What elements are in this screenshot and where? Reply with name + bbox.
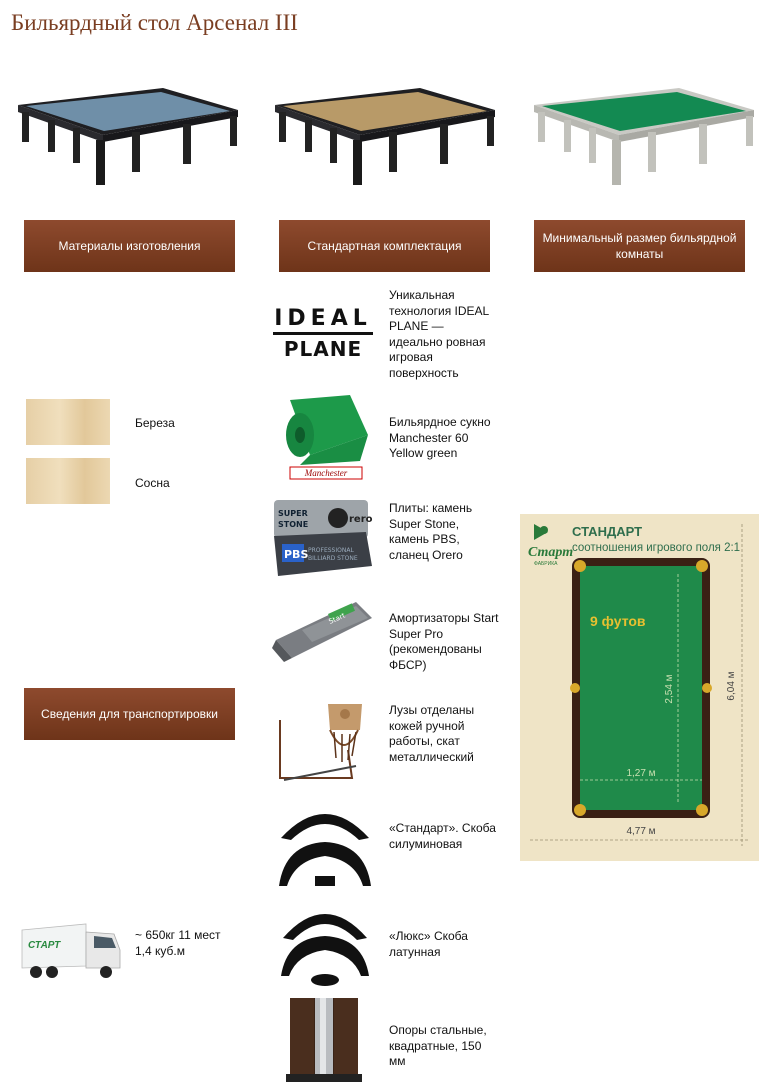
materials-header: Материалы изготовления [24,220,235,272]
ideal-plane-logo: IDEAL PLANE [274,306,372,361]
table-size-label: 9 футов [590,613,646,629]
page-title: Бильярдный стол Арсенал III [11,10,298,35]
room-width-label: 4,77 м [626,826,656,837]
equipment-bracket-standard-text: «Стандарт». Скоба силуминовая [389,821,496,851]
brand-logo-text: Старт [528,545,574,560]
svg-text:PROFESSIONAL: PROFESSIONAL [308,547,354,554]
birch-swatch [26,399,110,445]
equipment-plates-text: Плиты: камень Super Stone, камень PBS, сланец Orero [389,501,473,562]
cushion-rubber-icon [272,600,376,664]
steel-leg-icon [286,998,362,1082]
room-size-header: Минимальный размер бильярдной комнаты [534,220,745,272]
svg-text:STONE: STONE [278,520,309,529]
equipment-cushion-text: Амортизаторы Start Super Pro (рекомендованы ФБСР) [389,611,499,672]
svg-text:BILLIARD STONE: BILLIARD STONE [308,555,358,562]
equipment-bracket-lux-text: «Люкс» Скоба латунная [389,929,468,959]
svg-text:PBS: PBS [284,548,309,561]
diagram-subtitle: соотношения игрового поля 2:1 [572,542,741,554]
equipment-pocket-text: Лузы отделаны кожей ручной работы, скат металлический [389,703,475,764]
svg-text:СТАРТ: СТАРТ [28,940,61,951]
svg-text:Start: Start [327,611,347,626]
equipment-leg-text: Опоры стальные, квадратные, 150 мм [389,1023,487,1068]
room-length-label: 6,04 м [726,671,737,701]
pocket-net-icon [272,700,376,784]
svg-text:Manchester: Manchester [304,468,348,478]
room-size-diagram [520,514,759,861]
field-width-label: 1,27 м [626,768,656,779]
svg-text:ФАБРИКА: ФАБРИКА [534,561,558,567]
svg-text:SUPER: SUPER [278,509,308,518]
equipment-header: Стандартная комплектация [279,220,490,272]
cloth-roll-icon [280,395,372,483]
transport-info-text: ~ 650кг 11 мест 1,4 куб.м [135,928,221,958]
equipment-ideal-plane-text: Уникальная технология IDEAL PLANE — идеально ровная игровая поверхность [389,288,489,380]
truck-icon [20,920,124,982]
svg-text:rero: rero [349,514,373,525]
billiard-table-image-green [524,80,754,185]
equipment-cloth-text: Бильярдное сукно Manchester 60 Yellow green [389,415,491,460]
pine-swatch [26,458,110,504]
billiard-table-image-beige [265,80,495,185]
billiard-table-image-blue [8,80,238,185]
slate-plates-icon [274,500,374,578]
transport-header: Сведения для транспортировки [24,688,235,740]
bracket-standard-icon [275,800,375,888]
material-birch-label: Береза [135,416,175,430]
material-pine-label: Сосна [135,476,170,490]
diagram-title: СТАНДАРТ [572,524,643,539]
bracket-lux-icon [275,898,375,988]
field-length-label: 2,54 м [664,674,675,704]
